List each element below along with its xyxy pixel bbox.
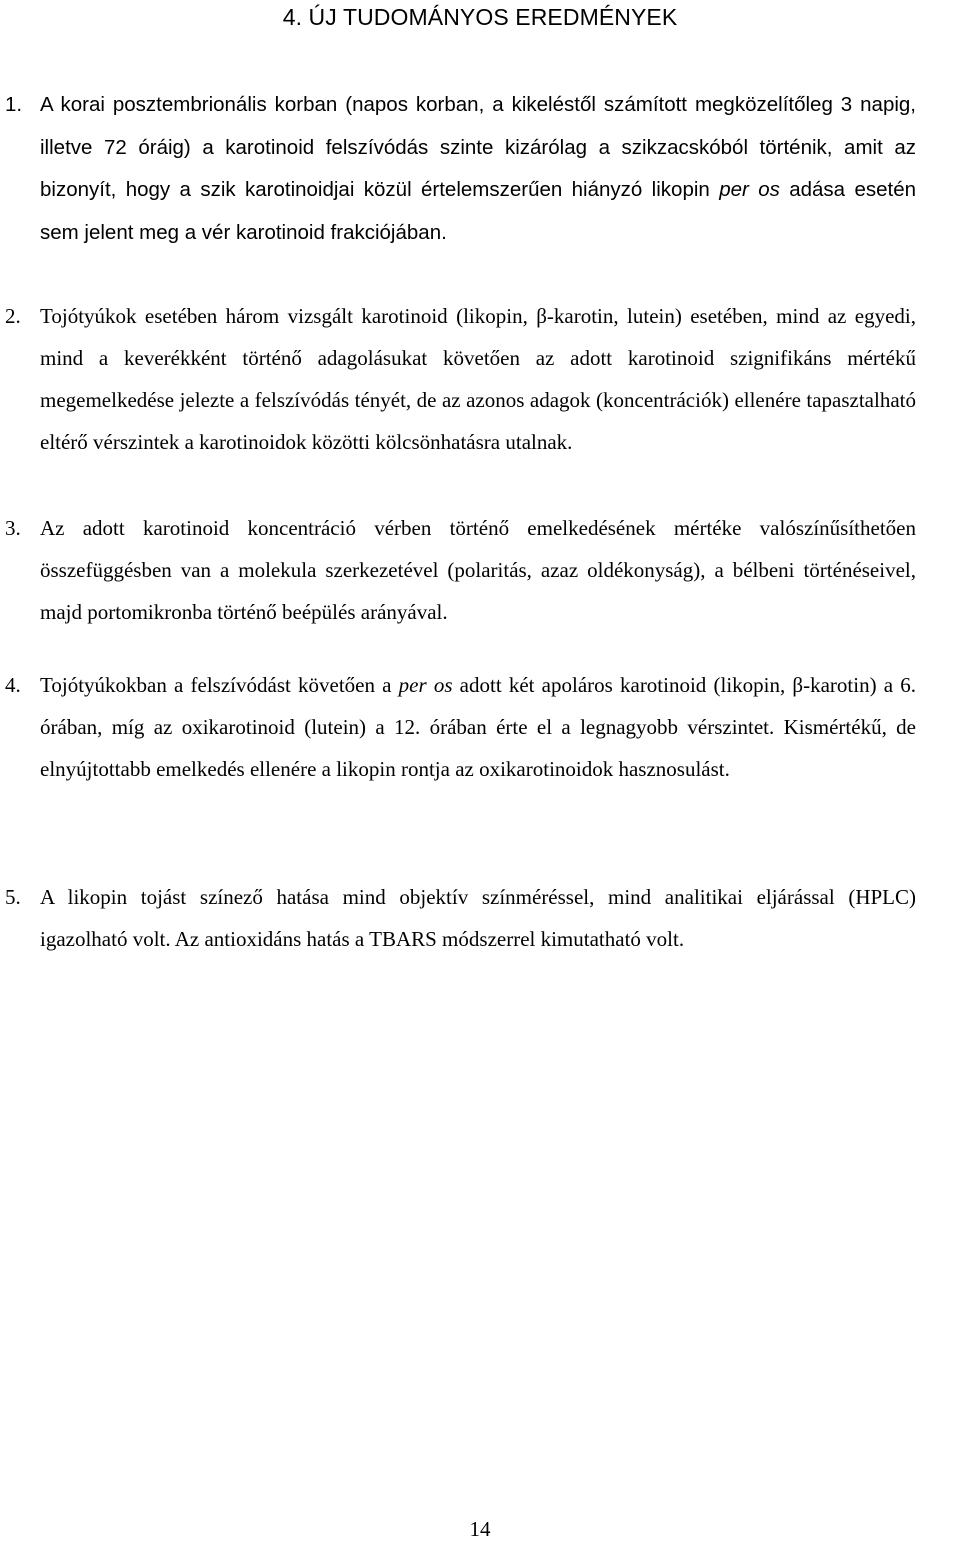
result-item-1 — [0, 84, 916, 254]
result-item-2 — [0, 295, 916, 463]
result-item-2-text: Tojótyúkok esetében három vizsgált karotinoid (likopin, β-karotin, lutein) esetében, mind az egyedi, mind a keverékként történő adagolásukat követően az adott karotinoid szignifikáns mértékű megemelkedése jelezte a felszívódás tényét, de az azonos adagok (koncentrációk) ellenére tapasztalható eltérő vérszintek a karotinoidok közötti kölcsönhatásra utalnak. — [40, 304, 916, 454]
result-item-2-paragraph — [0, 295, 916, 463]
result-item-2-number: 2. — [5, 304, 21, 328]
result-item-5-number: 5. — [5, 885, 21, 909]
result-item-5-text: A likopin tojást színező hatása mind objektív színméréssel, mind analitikai eljárással (HPLC) igazolható volt. Az antioxidáns hatás a TBARS módszerrel kimutatható volt. — [40, 885, 916, 951]
result-item-4-number: 4. — [5, 673, 21, 697]
page-number: 14 — [469, 1517, 491, 1541]
result-item-1-text-b: adása esetén sem jelent meg a vér karotinoid frakciójában. — [40, 178, 916, 244]
result-item-4-italic: per os — [398, 673, 453, 697]
result-item-1-italic: per os — [719, 178, 780, 201]
result-item-3-paragraph — [0, 507, 916, 633]
result-item-3 — [0, 507, 916, 633]
result-item-4 — [0, 664, 916, 790]
result-item-1-paragraph — [0, 84, 916, 254]
result-item-4-text-b: adott két apoláros karotinoid (likopin, β-karotin) a 6. órában, míg az oxikarotinoid (lutein) a 12. órában érte el a legnagyobb vérszintet. Kismértékű, de elnyújtottabb emelkedés ellenére a likopin rontja az oxikarotinoidok hasznosulást. — [40, 673, 916, 781]
section-heading: 4. ÚJ TUDOMÁNYOS EREDMÉNYEK — [282, 4, 678, 30]
result-item-1-number: 1. — [5, 93, 23, 116]
result-item-5 — [0, 876, 916, 960]
result-item-1-text-a: A korai posztembrionális korban (napos korban, a kikeléstől számított megközelítőleg 3 napig, illetve 72 óráig) a karotinoid felszívódás szinte kizárólag a szikzacskóból történik, amit az bizonyít, hogy a szik karotinoidjai közül értelemszerűen hiányzó likopin — [40, 93, 916, 201]
result-item-4-paragraph — [0, 664, 916, 790]
result-item-4-text-a: Tojótyúkokban a felszívódást követően a — [40, 673, 399, 697]
result-item-3-text: Az adott karotinoid koncentráció vérben történő emelkedésének mértéke valószínűsíthetően összefüggésben van a molekula szerkezetével (polaritás, azaz oldékonyság), a bélbeni történéseivel, majd portomikronba történő beépülés arányával. — [40, 516, 916, 624]
result-item-5-paragraph — [0, 876, 916, 960]
result-item-3-number: 3. — [5, 516, 21, 540]
